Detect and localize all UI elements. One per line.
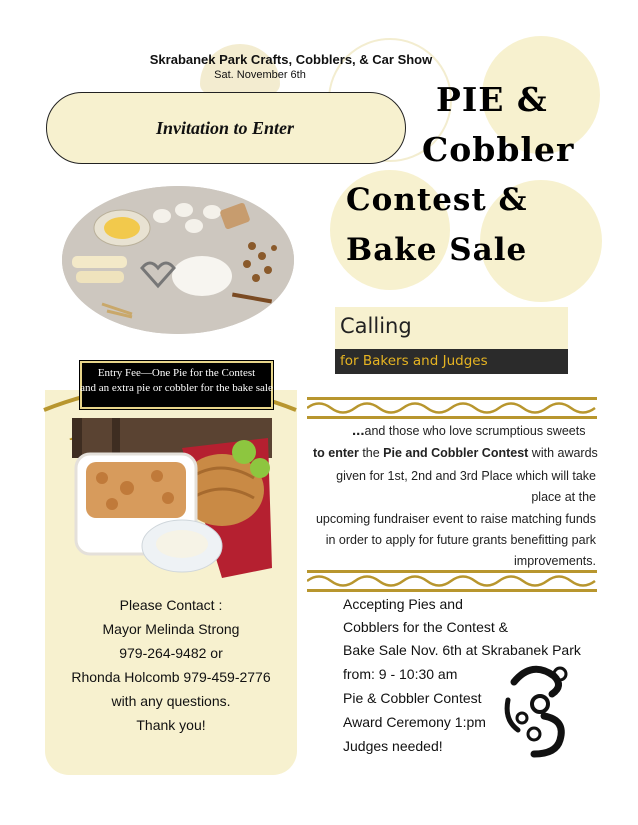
accepting-line-6: Award Ceremony 1:pm bbox=[343, 714, 486, 730]
contact-line-5: with any questions. bbox=[111, 693, 231, 709]
contact-line-6: Thank you! bbox=[136, 717, 206, 733]
description-ellipsis: ... bbox=[352, 422, 365, 439]
event-title: Skrabanek Park Crafts, Cobblers, & Car Show bbox=[149, 52, 433, 67]
accepting-line-3: Bake Sale Nov. 6th at Skrabanek Park bbox=[343, 642, 581, 658]
description-line-1-text: and those who love scrumptious sweets bbox=[364, 424, 586, 438]
headline-line-3: Contest & bbox=[346, 182, 528, 218]
accepting-line-2: Cobblers for the Contest & bbox=[343, 619, 508, 635]
accepting-line-1: Accepting Pies and bbox=[343, 596, 463, 612]
accepting-line-7: Judges needed! bbox=[343, 738, 443, 754]
entry-fee-text bbox=[80, 366, 273, 396]
gold-scroll-divider-top bbox=[307, 397, 597, 419]
description-mid: the bbox=[358, 446, 384, 460]
entry-fee-line-1: Entry Fee—One Pie for the Contest bbox=[97, 367, 256, 379]
calling-title: Calling bbox=[340, 314, 412, 338]
baking-ingredients-photo bbox=[62, 186, 294, 334]
headline-line-2: Cobbler bbox=[422, 130, 575, 169]
entry-fee-line-2: and an extra pie or cobbler for the bake sale bbox=[80, 382, 273, 394]
description-line-7: improvements. bbox=[514, 554, 596, 568]
calling-subtitle: for Bakers and Judges bbox=[340, 353, 488, 369]
description-line-2-rest: with awards bbox=[528, 446, 598, 460]
description-line-5: upcoming fundraiser event to raise matching funds bbox=[315, 512, 596, 526]
contact-line-2: Mayor Melinda Strong bbox=[102, 621, 240, 637]
contact-line-1: Please Contact : bbox=[119, 597, 223, 613]
swirl-ornament-icon bbox=[500, 660, 584, 760]
headline-line-4: Bake Sale bbox=[346, 232, 528, 268]
accepting-line-5: Pie & Cobbler Contest bbox=[343, 690, 482, 706]
description-contest-name: Pie and Cobbler Contest bbox=[383, 446, 529, 460]
invitation-label: Invitation to Enter bbox=[155, 118, 295, 138]
gold-scroll-divider-bottom bbox=[307, 570, 597, 592]
description-line-6: in order to apply for future grants benefitting park bbox=[325, 533, 596, 547]
description-line-4: place at the bbox=[531, 490, 596, 504]
pie-cobbler-illustration bbox=[72, 418, 272, 578]
description-line-3: given for 1st, 2nd and 3rd Place which will take bbox=[336, 469, 596, 483]
description-bold-enter: to enter bbox=[313, 446, 359, 460]
headline-line-1: PIE & bbox=[436, 80, 548, 119]
description-line-2 bbox=[313, 446, 598, 460]
contact-line-3: 979-264-9482 or bbox=[119, 645, 223, 661]
baking-ingredients-illustration bbox=[62, 186, 294, 334]
accepting-line-4: from: 9 - 10:30 am bbox=[343, 666, 458, 682]
contact-line-4: Rhonda Holcomb 979-459-2776 bbox=[71, 669, 271, 685]
event-date: Sat. November 6th bbox=[214, 69, 306, 81]
description-line-1 bbox=[352, 422, 585, 439]
pie-cobbler-photo bbox=[72, 418, 272, 578]
